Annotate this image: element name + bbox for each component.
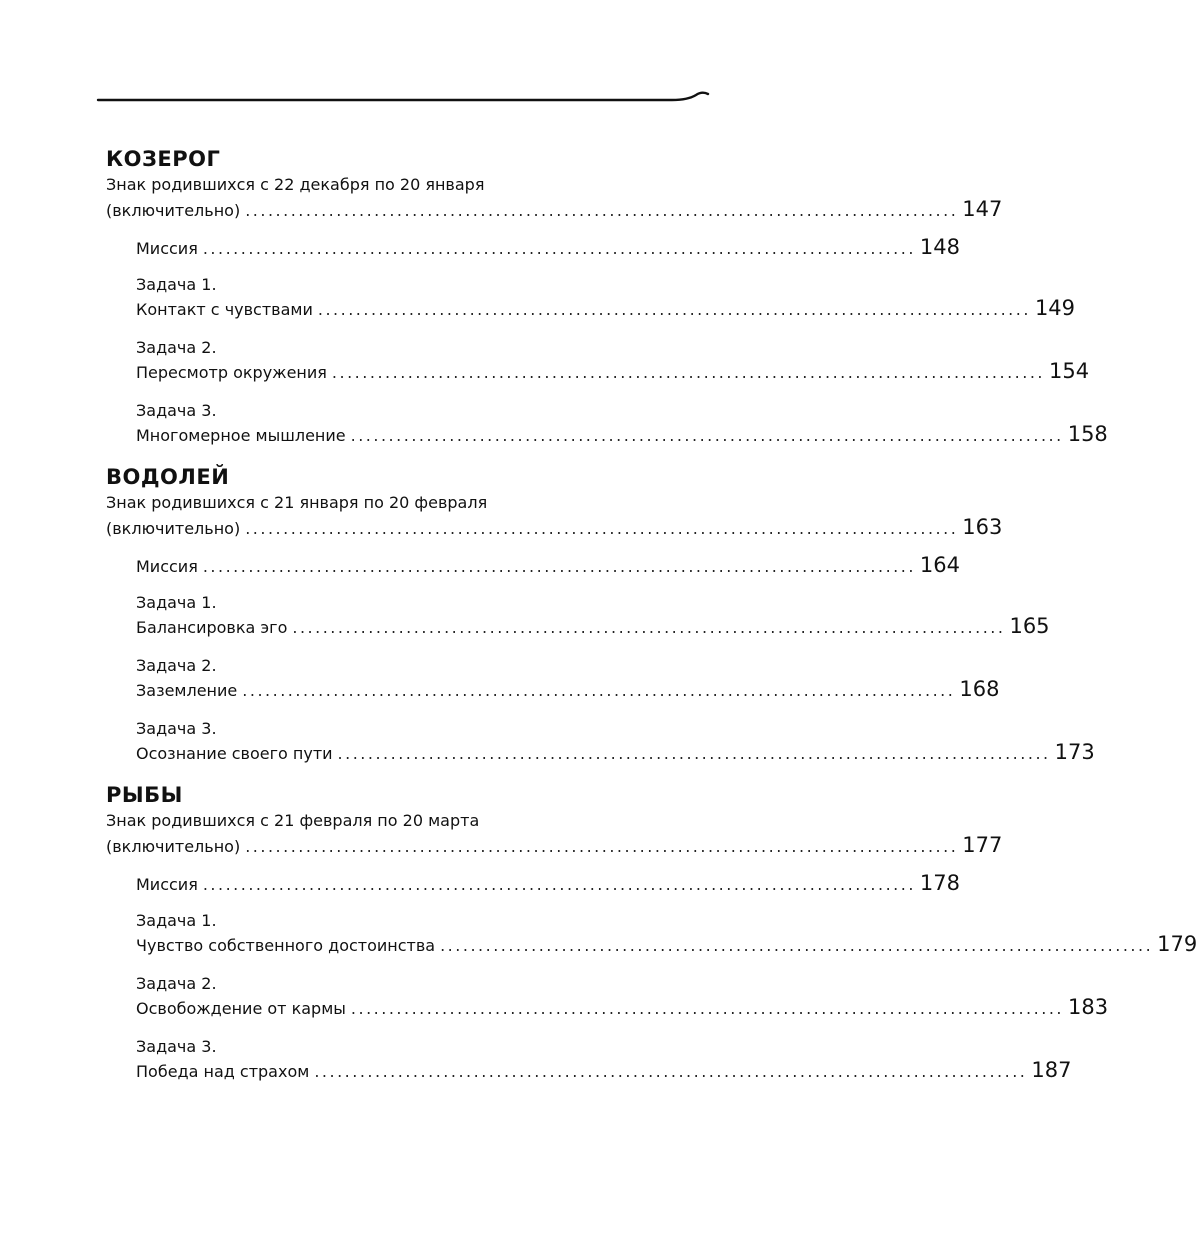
toc-entry[interactable] <box>136 973 1109 1027</box>
toc-entry[interactable] <box>136 1036 1072 1090</box>
dot-leader: .............................................................................................. <box>202 557 916 576</box>
entry-title: Миссия <box>136 557 198 576</box>
dot-leader: .............................................................................................. <box>202 875 916 894</box>
entry-label: Задача 1. <box>136 911 217 930</box>
toc-entry[interactable] <box>106 515 1003 545</box>
toc-entry[interactable] <box>136 592 1050 646</box>
entry-label: Задача 2. <box>136 974 217 993</box>
entry-title: Чувство собственного достоинства <box>136 936 436 955</box>
toc-entry[interactable] <box>136 337 1090 391</box>
dot-leader: .............................................................................................. <box>245 201 959 220</box>
toc-entry[interactable] <box>136 910 1197 964</box>
dot-leader: .............................................................................................. <box>350 999 1064 1018</box>
toc-entry[interactable] <box>136 235 960 265</box>
entry-title: Пересмотр окружения <box>136 363 327 382</box>
dot-leader: .............................................................................................. <box>337 744 1051 763</box>
toc-entry[interactable] <box>106 197 1003 227</box>
page-number: 154 <box>1049 359 1090 383</box>
dot-leader: .............................................................................................. <box>245 837 959 856</box>
entry-title: Победа над страхом <box>136 1062 310 1081</box>
section-intro-line1: Знак родившихся с 21 февраля по 20 марта <box>106 811 480 830</box>
entry-title: (включительно) <box>106 519 241 538</box>
dot-leader: .............................................................................................. <box>314 1062 1028 1081</box>
entry-label: Задача 3. <box>136 1037 217 1056</box>
page-number: 178 <box>919 871 960 895</box>
section-title: РЫБЫ <box>106 783 183 807</box>
entry-label: Задача 1. <box>136 275 217 294</box>
header-rule <box>0 80 768 120</box>
toc-entry[interactable] <box>136 655 1000 709</box>
entry-label: Задача 2. <box>136 338 217 357</box>
entry-title: Освобождение от кармы <box>136 999 346 1018</box>
page-number: 168 <box>959 677 1000 701</box>
page-number: 149 <box>1034 296 1076 320</box>
toc-entry[interactable] <box>136 274 1076 328</box>
dot-leader: .............................................................................................. <box>202 239 916 258</box>
page-number: 177 <box>962 833 1003 857</box>
section-intro-line1: Знак родившихся с 22 декабря по 20 января <box>106 175 485 194</box>
toc-entry[interactable] <box>136 718 1095 772</box>
entry-label: Задача 3. <box>136 719 217 738</box>
page-number: 147 <box>962 197 1003 221</box>
dot-leader: .............................................................................................. <box>440 936 1154 955</box>
dot-leader: .............................................................................................. <box>242 681 956 700</box>
entry-title: Балансировка эго <box>136 618 288 637</box>
page-number: 165 <box>1009 614 1050 638</box>
toc-entry[interactable] <box>136 553 960 583</box>
entry-title: Контакт с чувствами <box>136 300 313 319</box>
toc-section <box>106 782 1197 1090</box>
entry-title: (включительно) <box>106 837 241 856</box>
page-number: 187 <box>1031 1058 1072 1082</box>
entry-label: Задача 3. <box>136 401 217 420</box>
dot-leader: .............................................................................................. <box>350 426 1064 445</box>
toc-entry[interactable] <box>136 871 960 901</box>
dot-leader: .............................................................................................. <box>292 618 1006 637</box>
page-number: 183 <box>1067 995 1109 1019</box>
entry-title: Миссия <box>136 875 198 894</box>
toc-entry[interactable] <box>136 400 1108 454</box>
toc-section <box>106 464 1095 772</box>
entry-title: Миссия <box>136 239 198 258</box>
entry-title: (включительно) <box>106 201 241 220</box>
dot-leader: .............................................................................................. <box>245 519 959 538</box>
dot-leader: .............................................................................................. <box>331 363 1045 382</box>
page-number: 164 <box>919 553 960 577</box>
page-number: 163 <box>962 515 1003 539</box>
dot-leader: .............................................................................................. <box>317 300 1031 319</box>
page-number: 179 <box>1157 932 1197 956</box>
page-number: 158 <box>1067 422 1108 446</box>
entry-title: Заземление <box>136 681 238 700</box>
toc-entry[interactable] <box>106 833 1003 863</box>
toc-section <box>106 146 1108 454</box>
section-title: КОЗЕРОГ <box>106 147 221 171</box>
section-intro-line1: Знак родившихся с 21 января по 20 февраля <box>106 493 488 512</box>
entry-title: Многомерное мышление <box>136 426 346 445</box>
entry-label: Задача 2. <box>136 656 217 675</box>
page-number: 148 <box>919 235 960 259</box>
entry-title: Осознание своего пути <box>136 744 333 763</box>
page-number: 173 <box>1054 740 1095 764</box>
entry-label: Задача 1. <box>136 593 217 612</box>
section-title: ВОДОЛЕЙ <box>106 465 230 489</box>
